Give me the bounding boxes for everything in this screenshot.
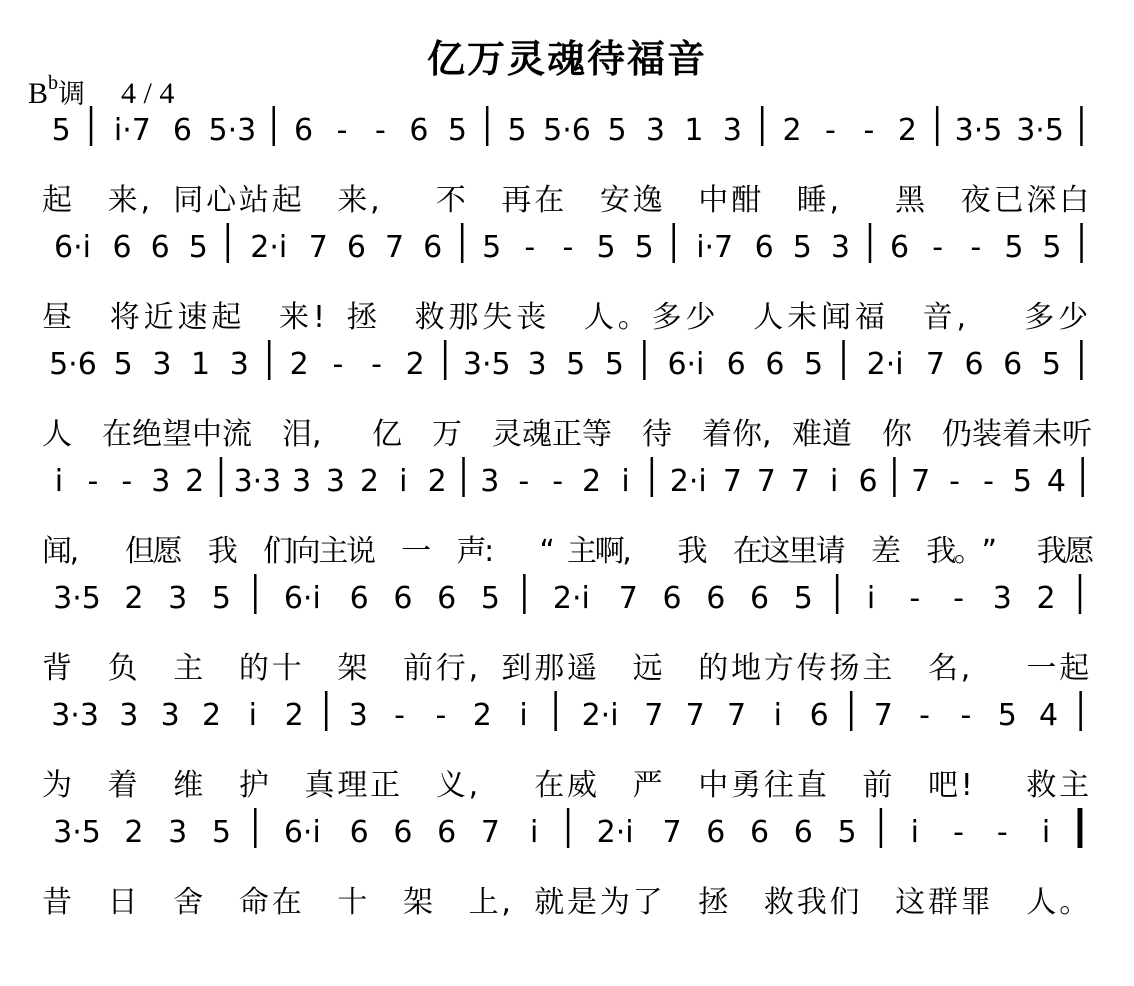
note: 6	[349, 815, 369, 850]
note: 7	[790, 464, 810, 499]
note: -	[953, 815, 964, 850]
note: 5	[1041, 347, 1061, 382]
note: 7	[618, 581, 638, 616]
note: -	[524, 230, 536, 265]
lyric-line: 背 负 主 的十 架 前行, 到那遥 远 的地方传扬主 名, 一起	[42, 651, 1090, 686]
note: 7	[722, 464, 742, 499]
note: 6	[150, 230, 170, 265]
note: 3·5	[53, 815, 101, 850]
note: 6	[423, 230, 443, 265]
note: 3	[152, 347, 172, 382]
note: 6	[706, 815, 726, 850]
note: i	[910, 815, 919, 850]
note: -	[909, 581, 921, 616]
note: -	[375, 113, 386, 148]
note: 6	[662, 581, 682, 616]
note: 6·i	[54, 230, 91, 265]
note: 2·i	[866, 347, 904, 382]
note: i	[248, 698, 257, 733]
note: 5	[211, 815, 231, 850]
note: 6	[346, 230, 366, 265]
note: 7	[644, 698, 664, 733]
note: 3	[325, 464, 346, 499]
note: i	[866, 581, 876, 616]
note: 5	[792, 230, 812, 265]
note: 2	[405, 347, 425, 382]
note: 6·i	[283, 815, 321, 850]
note: 5	[113, 347, 133, 382]
note: 6	[293, 113, 314, 148]
note: 3	[160, 698, 180, 733]
note: 5	[1004, 230, 1024, 265]
note: 5	[211, 581, 231, 616]
note: -	[919, 698, 930, 733]
note: i	[519, 698, 528, 733]
note: -	[949, 464, 961, 499]
note: 5	[447, 113, 467, 148]
note: 5	[480, 581, 500, 616]
note: 7	[911, 464, 931, 499]
note: 3	[722, 113, 742, 148]
note: 4	[1046, 464, 1066, 499]
note: 6	[726, 347, 746, 382]
note: 5·3	[208, 113, 257, 148]
note: 5	[596, 230, 616, 265]
note: 6	[706, 581, 726, 616]
note: 7	[685, 698, 705, 733]
note: -	[983, 464, 994, 499]
note: 7	[756, 464, 776, 499]
note: 2	[124, 581, 144, 616]
lyric-line: 人 在绝望中流 泪, 亿 万 灵魂正等 待 着你, 难道 你 仍装着未听	[42, 417, 1092, 452]
note: 6	[793, 815, 813, 850]
note: i	[773, 698, 782, 733]
note: i	[54, 464, 64, 499]
note: 7	[384, 230, 405, 265]
note: 5	[804, 347, 824, 382]
note: 6	[749, 815, 770, 850]
note: 3	[291, 464, 312, 499]
note: 6	[112, 230, 132, 265]
note: 6	[437, 815, 457, 850]
note: 5	[51, 113, 71, 148]
note: 3	[645, 113, 666, 148]
lyric-line: 为 着 维 护 真理正 义, 在威 严 中勇往直 前 吧! 救主	[42, 768, 1090, 803]
note: 7	[308, 230, 328, 265]
note: 3·5	[462, 347, 511, 382]
note: -	[332, 347, 344, 382]
note: 7	[480, 815, 500, 850]
note: 6	[393, 581, 413, 616]
note: -	[121, 464, 133, 499]
note: 3	[229, 347, 249, 382]
note: 3	[168, 581, 188, 616]
lyric-line: 昼 将 近 速 起 来 ! 拯 救 那 失 丧 人 。 多 少 人 未 闻 福 音 , 多 少	[42, 300, 1089, 335]
note: 2	[472, 698, 492, 733]
note: 5	[566, 347, 586, 382]
key-note: B	[28, 77, 49, 110]
note: 2	[582, 464, 602, 499]
note: 5	[997, 698, 1017, 733]
note: -	[825, 113, 836, 148]
note: 7	[873, 698, 893, 733]
note: 5	[607, 113, 627, 148]
note: 2	[124, 815, 144, 850]
lyric-line: 昔 日 舍 命在 十 架 上, 就是为了 拯 救我们 这群罪 人。	[42, 885, 1090, 920]
note: 2	[359, 464, 379, 499]
note: -	[518, 464, 530, 499]
note: 6·i	[667, 347, 705, 382]
note: 6	[754, 230, 774, 265]
note: 3	[830, 230, 851, 265]
note: 2	[284, 698, 304, 733]
note: 6	[393, 815, 413, 850]
note: -	[552, 464, 564, 499]
note: 2	[427, 464, 447, 499]
note: 7	[662, 815, 682, 850]
note: 6	[749, 581, 770, 616]
note: 2	[201, 698, 222, 733]
note: 2·i	[552, 581, 590, 616]
note: 6	[765, 347, 785, 382]
note: -	[435, 698, 447, 733]
note: 2·i	[669, 464, 707, 499]
note: 7	[925, 347, 945, 382]
note: -	[970, 230, 982, 265]
note: -	[336, 113, 348, 148]
note: 6	[437, 581, 457, 616]
time-signature: 4 / 4	[121, 77, 175, 110]
note: i	[829, 464, 839, 499]
note: -	[371, 347, 382, 382]
note: -	[394, 698, 405, 733]
note: -	[863, 113, 875, 148]
note: 5	[604, 347, 624, 382]
note: 3·5	[954, 113, 1003, 148]
note: 5	[482, 230, 502, 265]
note: 5·6	[543, 113, 591, 148]
note: 2	[897, 113, 917, 148]
note: 6·i	[283, 581, 321, 616]
flat-sign: b	[48, 72, 59, 94]
note: 3·3	[233, 464, 282, 499]
note: 2	[185, 464, 205, 499]
note: 7	[726, 698, 747, 733]
note: 3	[992, 581, 1012, 616]
note: 5·6	[49, 347, 97, 382]
note: 5	[793, 581, 813, 616]
note: i	[621, 464, 630, 499]
note: -	[932, 230, 944, 265]
note: 5	[1012, 464, 1032, 499]
key-label: 调	[58, 79, 86, 110]
note: 2	[289, 347, 309, 382]
note: 3	[151, 464, 171, 499]
note: -	[960, 698, 972, 733]
note: 2	[782, 113, 802, 148]
note: i	[1041, 815, 1051, 850]
note: 5	[507, 113, 527, 148]
note: 2	[1036, 581, 1056, 616]
note: 2·i	[250, 230, 288, 265]
note: i·7	[113, 113, 151, 148]
note: 6	[809, 698, 829, 733]
note: 3	[480, 464, 500, 499]
note: 4	[1039, 698, 1059, 733]
note: 5	[634, 230, 654, 265]
note: 6	[889, 230, 910, 265]
note: 5	[837, 815, 857, 850]
note: -	[562, 230, 574, 265]
note: -	[87, 464, 99, 499]
lyric-line: 起 来, 同心站起 来, 不 再在 安逸 中酣 睡, 黑 夜已深白	[42, 183, 1090, 218]
note: i·7	[696, 230, 734, 265]
note: 3	[527, 347, 547, 382]
note: 6	[858, 464, 878, 499]
note: 6	[172, 113, 192, 148]
note: 6	[964, 347, 984, 382]
note: 3·5	[1016, 113, 1064, 148]
note: 3·5	[53, 581, 101, 616]
lyric-line: 闻, 但愿 我 们向主说 一 声: “ 主啊, 我 在这里请 差 我。” 我愿	[42, 534, 1095, 569]
note: 2·i	[581, 698, 619, 733]
note: 3	[119, 698, 139, 733]
note: 5	[1042, 230, 1062, 265]
note: 3·3	[51, 698, 99, 733]
note: 3	[348, 698, 368, 733]
note: -	[996, 815, 1008, 850]
note: 6	[349, 581, 369, 616]
note: 6	[1003, 347, 1023, 382]
note: i	[530, 815, 539, 850]
note: i	[399, 464, 408, 499]
song-title: 亿万灵魂待福音	[426, 37, 707, 81]
note: 5	[188, 230, 208, 265]
note: 3	[168, 815, 188, 850]
note: 1	[684, 113, 704, 148]
note: 6	[409, 113, 429, 148]
note: 2·i	[596, 815, 634, 850]
note: 1	[191, 347, 211, 382]
note: -	[953, 581, 964, 616]
